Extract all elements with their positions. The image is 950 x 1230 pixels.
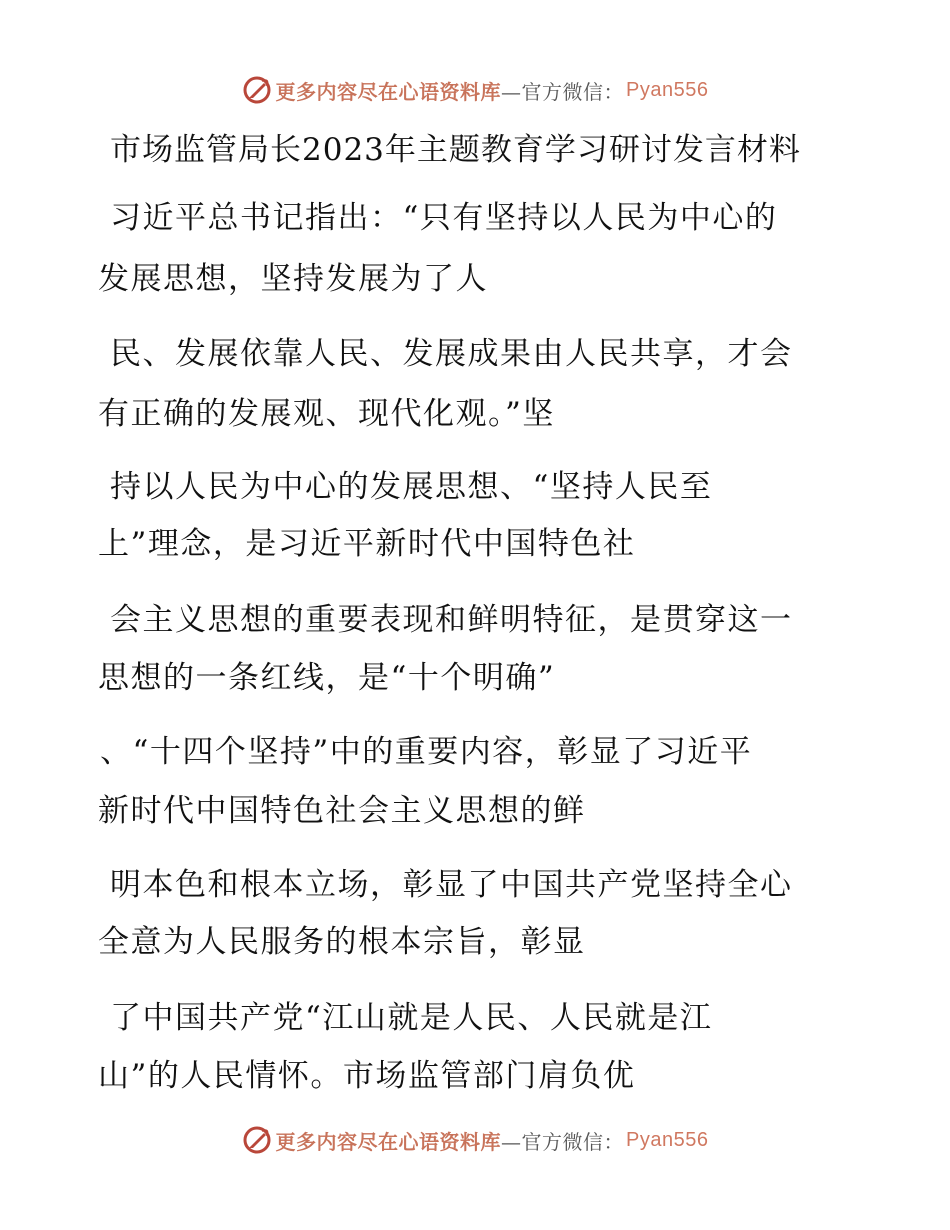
body-line: 了中国共产党“江山就是人民、人民就是江 [110,1000,713,1036]
body-line: 山”的人民情怀。市场监管部门肩负优 [98,1058,636,1094]
body-line: 、“十四个坚持”中的重要内容，彰显了习近平 [100,734,753,770]
body-line: 发展思想，坚持发展为了人 [98,261,488,297]
banner-slogan: 更多内容尽在心语资料库 [275,79,502,104]
body-line: 有正确的发展观、现代化观。”坚 [98,396,555,432]
banner-official-label: —官方微信： [501,79,625,104]
banner-wechat-id: Pyan556 [626,1128,709,1151]
feather-pen-logo-icon [242,1125,272,1155]
header-watermark-banner [0,70,950,110]
footer-watermark-banner [0,1120,950,1160]
body-line: 新时代中国特色社会主义思想的鲜 [98,793,586,829]
body-line: 会主义思想的重要表现和鲜明特征，是贯穿这一 [110,602,793,638]
banner-slogan: 更多内容尽在心语资料库 [275,1129,502,1154]
banner-wechat-id: Pyan556 [626,78,709,101]
body-line: 明本色和根本立场，彰显了中国共产党坚持全心 [110,867,793,903]
banner-official-label: —官方微信： [501,1129,625,1154]
body-line: 上”理念，是习近平新时代中国特色社 [98,526,636,562]
document-title: 市场监管局长2023年主题教育学习研讨发言材料 [110,132,801,168]
body-line: 习近平总书记指出：“只有坚持以人民为中心的 [110,200,778,236]
body-line: 思想的一条红线，是“十个明确” [98,660,556,696]
body-line: 全意为人民服务的根本宗旨，彰显 [98,924,586,960]
feather-pen-logo-icon [242,75,272,105]
body-line: 持以人民为中心的发展思想、“坚持人民至 [110,469,713,505]
body-line: 民、发展依靠人民、发展成果由人民共享，才会 [110,336,793,372]
